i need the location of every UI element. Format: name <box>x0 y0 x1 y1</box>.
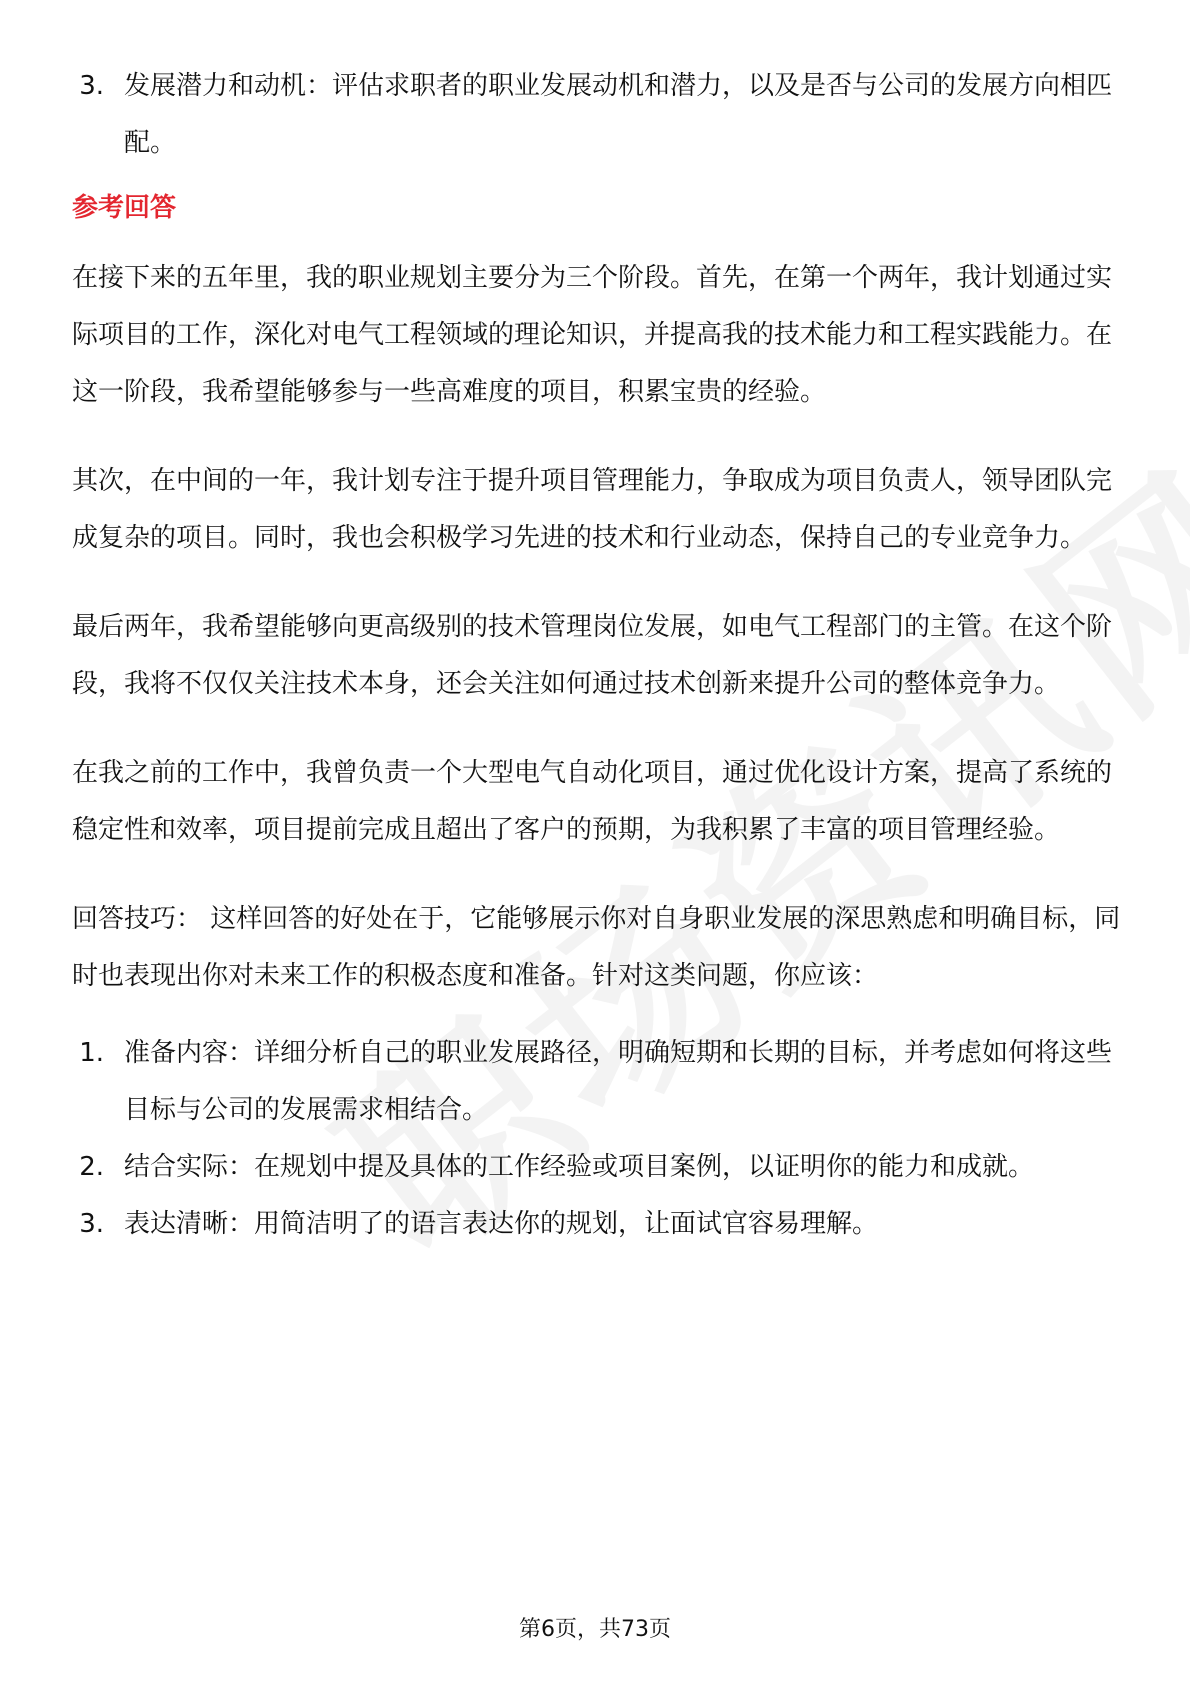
tip-text: 结合实际：在规划中提及具体的工作经验或项目案例，以证明你的能力和成就。 <box>124 1152 1035 1182</box>
list-item <box>72 58 1122 172</box>
tip-item <box>72 1139 1122 1196</box>
tip-item <box>72 1025 1122 1139</box>
answer-paragraph-4: 在我之前的工作中，我曾负责一个大型电气自动化项目，通过优化设计方案，提高了系统的稳定性和效率，项目提前完成且超出了客户的预期，为我积累了丰富的项目管理经验。 <box>72 758 1113 845</box>
tip-item <box>72 1196 1122 1253</box>
tips-intro: 回答技巧： 这样回答的好处在于，它能够展示你对自身职业发展的深思熟虑和明确目标，同时也表现出你对未来工作的积极态度和准备。针对这类问题，你应该： <box>72 904 1121 991</box>
tip-number: 1. <box>79 1038 104 1068</box>
page-number: 第6页，共73页 <box>519 1617 671 1642</box>
answer-paragraph-1: 在接下来的五年里，我的职业规划主要分为三个阶段。首先，在第一个两年，我计划通过实际项目的工作，深化对电气工程领域的理论知识，并提高我的技术能力和工程实践能力。在这一阶段，我希望能够参与一些高难度的项目，积累宝贵的经验。 <box>72 263 1113 407</box>
tip-number: 2. <box>79 1152 104 1182</box>
tip-text: 表达清晰：用简洁明了的语言表达你的规划，让面试官容易理解。 <box>124 1209 879 1239</box>
answer-paragraph-2: 其次，在中间的一年，我计划专注于提升项目管理能力，争取成为项目负责人，领导团队完成复杂的项目。同时，我也会积极学习先进的技术和行业动态，保持自己的专业竞争力。 <box>72 466 1113 553</box>
list-text: 发展潜力和动机：评估求职者的职业发展动机和潜力，以及是否与公司的发展方向相匹配。 <box>124 71 1113 158</box>
section-heading: 参考回答 <box>72 193 177 223</box>
tip-text: 准备内容：详细分析自己的职业发展路径，明确短期和长期的目标，并考虑如何将这些目标与公司的发展需求相结合。 <box>124 1038 1113 1125</box>
answer-paragraph-3: 最后两年，我希望能够向更高级别的技术管理岗位发展，如电气工程部门的主管。在这个阶段，我将不仅仅关注技术本身，还会关注如何通过技术创新来提升公司的整体竞争力。 <box>72 612 1113 699</box>
page-content <box>72 58 1122 1253</box>
tip-number: 3. <box>79 1209 104 1239</box>
tips-list <box>72 1025 1122 1253</box>
list-number: 3. <box>79 71 104 101</box>
